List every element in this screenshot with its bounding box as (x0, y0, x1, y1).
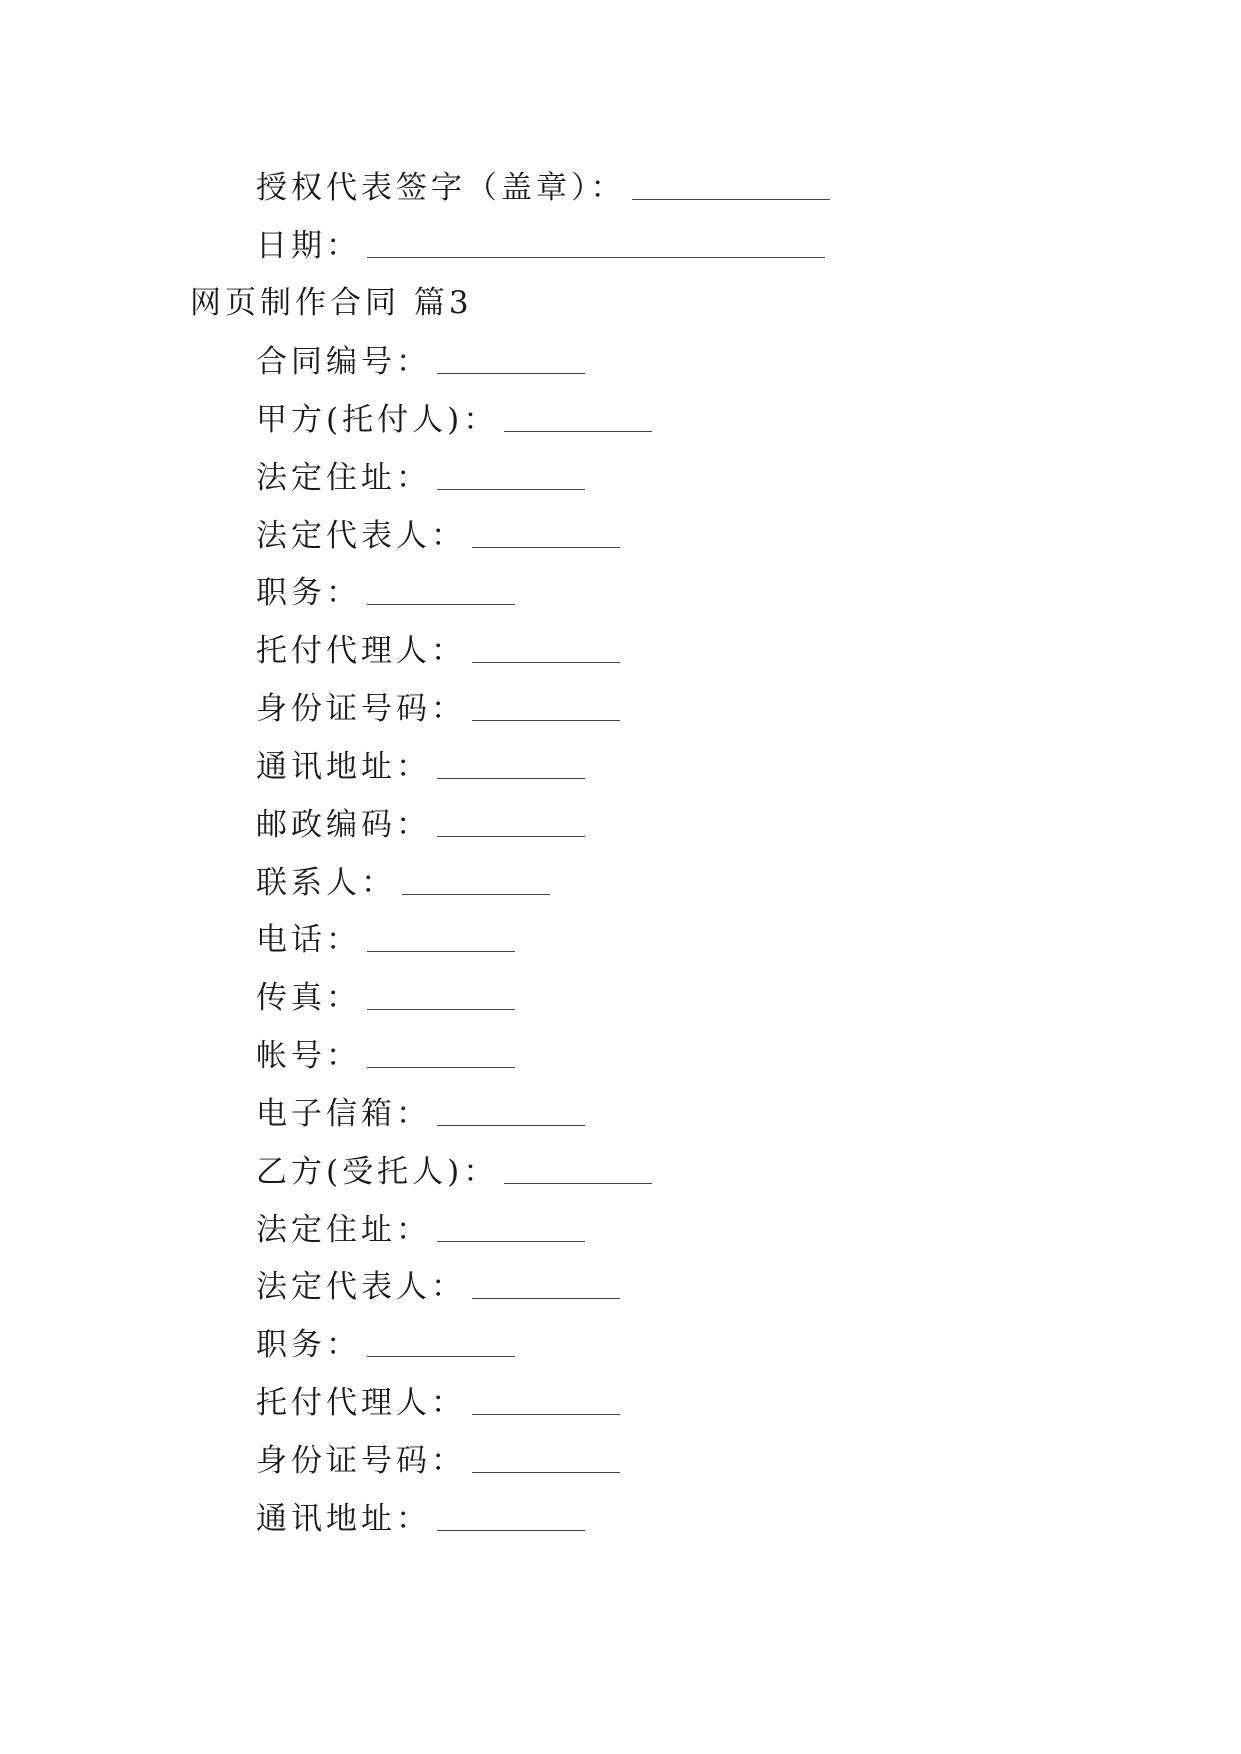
field-label: 职务： (256, 575, 361, 611)
field-label: 法定代表人： (256, 1269, 466, 1305)
field-line (256, 1036, 515, 1076)
field-label: 法定住址： (256, 460, 431, 496)
field-blank (472, 1472, 620, 1473)
field-label: 通讯地址： (256, 749, 431, 785)
field-label: 法定代表人： (256, 518, 466, 554)
field-blank (437, 1530, 585, 1531)
date-line (256, 226, 825, 266)
field-blank (367, 951, 515, 952)
field-label: 传真： (256, 980, 361, 1016)
field-blank (367, 1356, 515, 1357)
field-line (256, 573, 515, 613)
field-line (256, 1325, 515, 1365)
field-label: 通讯地址： (256, 1501, 431, 1537)
field-blank (472, 720, 620, 721)
field-blank (504, 431, 652, 432)
field-blank (437, 1241, 585, 1242)
field-blank (437, 1125, 585, 1126)
field-label: 身份证号码： (256, 691, 466, 727)
field-line (256, 1267, 620, 1307)
field-blank (437, 836, 585, 837)
date-label: 日期： (256, 228, 361, 264)
field-line (256, 1441, 620, 1481)
field-blank (437, 489, 585, 490)
field-line (256, 1152, 652, 1192)
field-label: 合同编号： (256, 344, 431, 380)
field-blank (504, 1183, 652, 1184)
field-label: 身份证号码： (256, 1443, 466, 1479)
field-blank (437, 778, 585, 779)
field-line (256, 458, 585, 498)
field-line (256, 1499, 585, 1539)
field-blank (437, 373, 585, 374)
field-line (256, 747, 585, 787)
field-line (256, 920, 515, 960)
field-blank (367, 1067, 515, 1068)
field-label: 乙方(受托人)： (256, 1154, 499, 1190)
field-line (256, 516, 620, 556)
field-line (256, 631, 620, 671)
field-label: 电子信箱： (256, 1096, 431, 1132)
field-label: 联系人： (256, 865, 396, 901)
field-label: 邮政编码： (256, 807, 431, 843)
field-label: 甲方(托付人)： (256, 402, 499, 438)
field-label: 电话： (256, 922, 361, 958)
field-line (256, 1383, 620, 1423)
field-line (256, 1210, 585, 1250)
field-label: 托付代理人： (256, 1385, 466, 1421)
field-line (256, 689, 620, 729)
signature-line (256, 168, 830, 208)
signature-label: 授权代表签字（盖章）： (256, 170, 626, 206)
field-line (256, 400, 652, 440)
field-label: 托付代理人： (256, 633, 466, 669)
field-blank (472, 1414, 620, 1415)
field-blank (472, 547, 620, 548)
field-blank (367, 604, 515, 605)
field-blank (472, 1298, 620, 1299)
field-label: 法定住址： (256, 1212, 431, 1248)
signature-blank (632, 199, 830, 200)
field-line (256, 1094, 585, 1134)
field-label: 职务： (256, 1327, 361, 1363)
section-title: 网页制作合同 篇3 (190, 285, 473, 321)
field-blank (367, 1009, 515, 1010)
field-line (256, 342, 585, 382)
field-blank (472, 662, 620, 663)
field-line (256, 978, 515, 1018)
field-line (256, 863, 550, 903)
date-blank (367, 257, 825, 258)
field-label: 帐号： (256, 1038, 361, 1074)
field-line (256, 805, 585, 845)
field-blank (402, 894, 550, 895)
